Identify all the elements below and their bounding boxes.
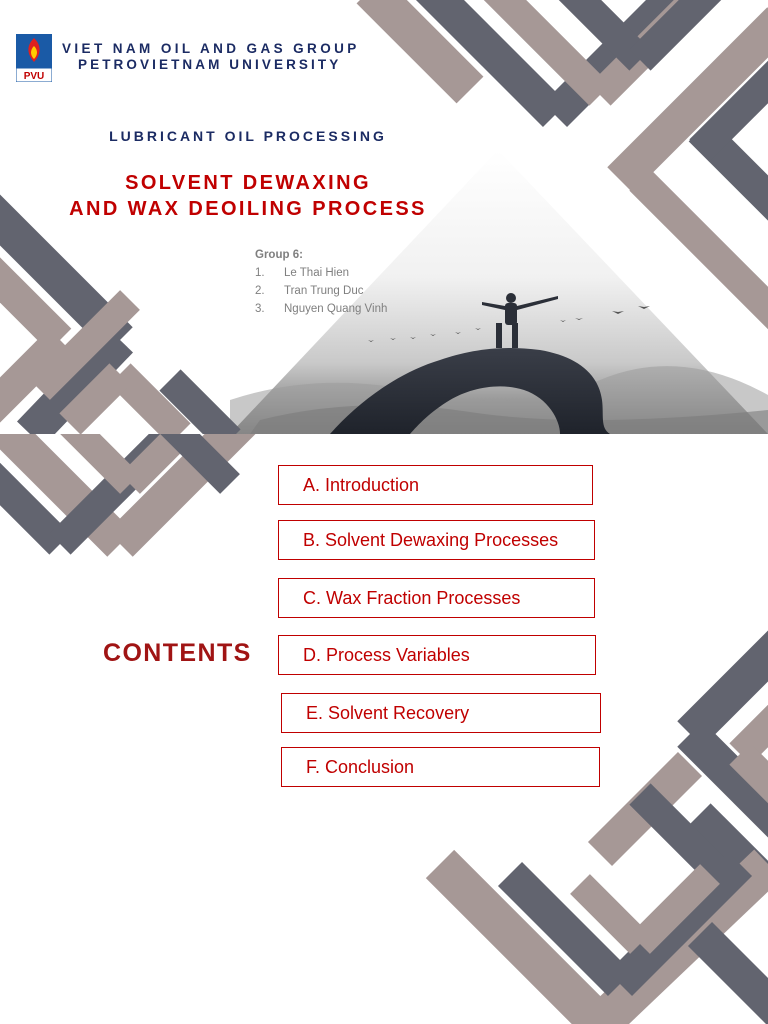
member-number: 1.: [255, 267, 265, 279]
presentation-title-line2: AND WAX DEOILING PROCESS: [69, 198, 427, 220]
contents-heading: CONTENTS: [103, 639, 252, 667]
left-chevrons: [0, 200, 230, 434]
contents-item-introduction[interactable]: A. Introduction: [278, 465, 593, 505]
group-label: Group 6:: [255, 249, 303, 261]
title-slide: [0, 0, 768, 434]
member-name: Nguyen Quang Vinh: [284, 303, 388, 315]
contents-item-wax-fraction[interactable]: C. Wax Fraction Processes: [278, 578, 595, 618]
member-number: 3.: [255, 303, 265, 315]
course-title: LUBRICANT OIL PROCESSING: [109, 128, 387, 144]
contents-item-solvent-recovery[interactable]: E. Solvent Recovery: [281, 693, 601, 733]
member-item: [255, 303, 387, 315]
member-name: Le Thai Hien: [284, 267, 349, 279]
contents-slide: [0, 434, 768, 1024]
contents-item-solvent-dewaxing[interactable]: B. Solvent Dewaxing Processes: [278, 520, 595, 560]
pvu-logo: [16, 34, 52, 82]
logo-caption: PVU: [23, 71, 45, 82]
member-item: [255, 285, 363, 297]
org-name-line1: VIET NAM OIL AND GAS GROUP: [62, 41, 360, 56]
member-name: Tran Trung Duc: [284, 285, 364, 297]
presentation-title-line1: SOLVENT DEWAXING: [125, 172, 371, 194]
member-number: 2.: [255, 285, 265, 297]
member-item: [255, 267, 349, 279]
flame-logo-icon: [16, 34, 52, 82]
left-chevrons: [0, 434, 260, 544]
org-name-line2: PETROVIETNAM UNIVERSITY: [78, 57, 342, 72]
contents-item-conclusion[interactable]: F. Conclusion: [281, 747, 600, 787]
contents-item-process-variables[interactable]: D. Process Variables: [278, 635, 596, 675]
